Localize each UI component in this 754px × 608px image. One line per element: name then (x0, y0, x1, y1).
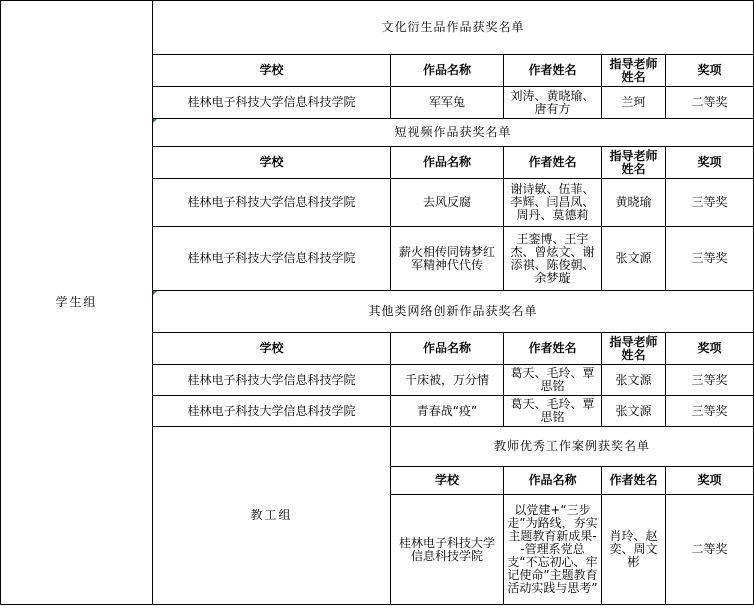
cell-author: 王銮博、王宇杰、曾炫文、谢添祺、陈俊朝、余梦璇 (504, 227, 602, 291)
cell-teacher: 黄晓瑜 (602, 179, 666, 227)
cell-school: 桂林电子科技大学信息科技学院 (153, 396, 391, 427)
cell-work: 军军兔 (391, 87, 504, 119)
header-teacher: 指导老师姓名 (602, 147, 666, 179)
cell-teacher: 张文源 (602, 227, 666, 291)
cell-teacher: 张文源 (602, 365, 666, 396)
header-award: 奖项 (666, 55, 754, 87)
cell-award: 三等奖 (666, 396, 754, 427)
cell-school: 桂林电子科技大学信息科技学院 (391, 495, 504, 605)
header-teacher: 指导老师姓名 (602, 333, 666, 365)
section-title-cultural: 文化衍生品作品获奖名单 (153, 1, 754, 55)
cell-school: 桂林电子科技大学信息科技学院 (153, 179, 391, 227)
cell-work: 青春战“疫” (391, 396, 504, 427)
section-title-video: 短视频作品获奖名单 (153, 119, 754, 147)
cell-award: 三等奖 (666, 179, 754, 227)
header-work: 作品名称 (391, 55, 504, 87)
header-award: 奖项 (666, 333, 754, 365)
cell-work: 薪火相传同铸梦红军精神代代传 (391, 227, 504, 291)
cell-comment-marker (153, 119, 157, 123)
header-school: 学校 (153, 147, 391, 179)
cell-school: 桂林电子科技大学信息科技学院 (153, 87, 391, 119)
header-author: 作者姓名 (504, 55, 602, 87)
section-title-other: 其他类网络创新作品获奖名单 (153, 291, 754, 333)
header-teacher: 指导老师姓名 (602, 55, 666, 87)
header-school: 学校 (153, 55, 391, 87)
header-award: 奖项 (666, 467, 754, 495)
cell-teacher: 张文源 (602, 396, 666, 427)
cell-award: 二等奖 (666, 495, 754, 605)
cell-author: 葛天、毛玲、覃思铭 (504, 396, 602, 427)
cell-teacher: 兰珂 (602, 87, 666, 119)
cell-work: 去风反腐 (391, 179, 504, 227)
header-author: 作者姓名 (504, 333, 602, 365)
cell-work: 以党建+“三步走”为路线，夯实主题教育新成果--管理系党总支“不忘初心、牢记使命”主题教育活动实践与思考” (504, 495, 602, 605)
header-school: 学校 (391, 467, 504, 495)
header-work: 作品名称 (504, 467, 602, 495)
group-label-faculty: 教工组 (153, 427, 391, 605)
cell-author: 谢诗敏、伍菲、李辉、闫昌凤、周丹、莫德莉 (504, 179, 602, 227)
header-work: 作品名称 (391, 333, 504, 365)
header-author: 作者姓名 (602, 467, 666, 495)
cell-award: 二等奖 (666, 87, 754, 119)
header-school: 学校 (153, 333, 391, 365)
cell-award: 三等奖 (666, 365, 754, 396)
group-label-student: 学生组 (1, 1, 153, 605)
header-author: 作者姓名 (504, 147, 602, 179)
cell-author: 肖玲、赵奕、周文彬 (602, 495, 666, 605)
header-work: 作品名称 (391, 147, 504, 179)
cell-comment-marker (153, 291, 157, 295)
header-award: 奖项 (666, 147, 754, 179)
cell-work: 千床被，万分情 (391, 365, 504, 396)
cell-author: 刘涛、黄晓瑜、唐有方 (504, 87, 602, 119)
cell-school: 桂林电子科技大学信息科技学院 (153, 365, 391, 396)
cell-author: 葛天、毛玲、覃思铭 (504, 365, 602, 396)
cell-school: 桂林电子科技大学信息科技学院 (153, 227, 391, 291)
cell-award: 三等奖 (666, 227, 754, 291)
section-title-teacher-case: 教师优秀工作案例获奖名单 (391, 427, 754, 467)
